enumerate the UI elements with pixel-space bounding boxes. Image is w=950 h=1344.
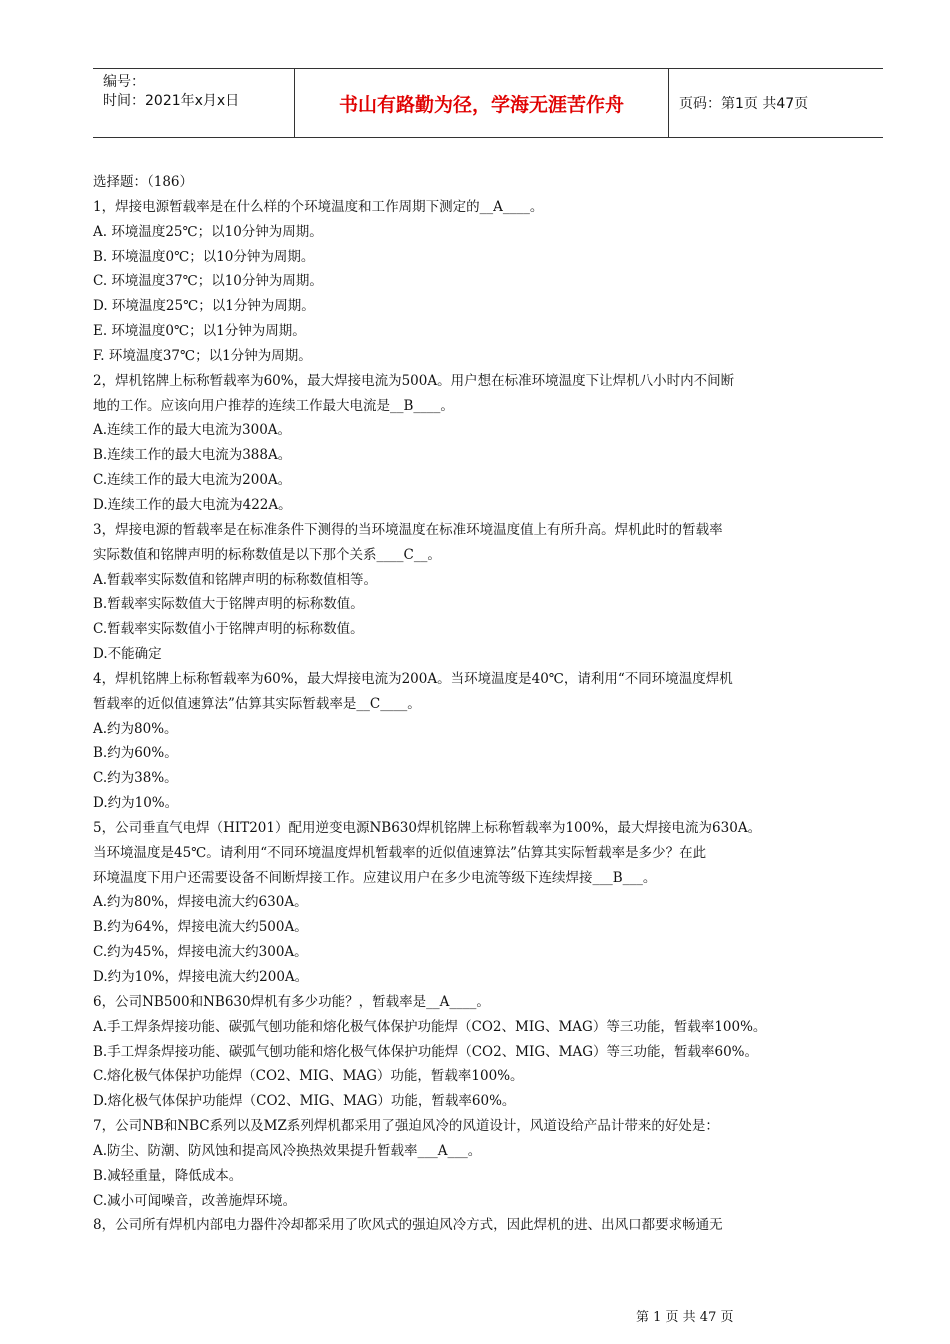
option-line: D.熔化极气体保护功能焊（CO2、MIG、MAG）功能，暂载率60%。 <box>93 1093 516 1110</box>
question-2: 2，焊机铭牌上标称暂载率为60%，最大焊接电流为500A。用户想在标准环境温度下让焊机八小时内不间断 <box>93 372 735 389</box>
option-line: E. 环境温度0℃；以1分钟为周期。 <box>93 323 306 340</box>
document-body <box>93 170 893 1238</box>
option-line: C.暂载率实际数值小于铭牌声明的标称数值。 <box>93 621 364 638</box>
question-2-cont: 地的工作。应该向用户推荐的连续工作最大电流是__B____。 <box>93 397 454 414</box>
option-line: A.约为80%，焊接电流大约630A。 <box>93 894 308 911</box>
header-page-info: 页码：第1页 共47页 <box>679 96 809 112</box>
option-line: F. 环境温度37℃；以1分钟为周期。 <box>93 347 312 364</box>
option-line: A.暂载率实际数值和铭牌声明的标称数值相等。 <box>93 571 378 588</box>
question-3: 3，焊接电源的暂载率是在标准条件下测得的当环境温度在标准环境温度值上有所升高。焊机此时的暂载率 <box>93 521 723 538</box>
document-number-label: 编号： <box>103 74 145 90</box>
question-1: 1，焊接电源暂载率是在什么样的个环境温度和工作周期下测定的__A____。 <box>93 198 544 215</box>
option-line: C.连续工作的最大电流为200A。 <box>93 472 292 489</box>
option-line: B.暂载率实际数值大于铭牌声明的标称数值。 <box>93 596 364 613</box>
question-5-cont: 环境温度下用户还需要设备不间断焊接工作。应建议用户在多少电流等级下连续焊接___B___。 <box>93 869 657 886</box>
option-line: A.手工焊条焊接功能、碳弧气刨功能和熔化极气体保护功能焊（CO2、MIG、MAG）等三功能，暂载率100%。 <box>93 1018 767 1035</box>
question-4: 4，焊机铭牌上标称暂载率为60%，最大焊接电流为200A。当环境温度是40℃，请利用“不同环境温度焊机 <box>93 670 733 687</box>
page-footer: 第 1 页 共 47 页 <box>636 1310 734 1325</box>
option-line: A.防尘、防潮、防风蚀和提高风冷换热效果提升暂载率___A___。 <box>93 1142 482 1159</box>
option-line: C.约为38%。 <box>93 770 178 787</box>
option-line: C. 环境温度37℃；以10分钟为周期。 <box>93 273 323 290</box>
option-line: D.不能确定 <box>93 646 162 663</box>
question-3-cont: 实际数值和铭牌声明的标称数值是以下那个关系____C__。 <box>93 546 441 563</box>
option-line: D.约为10%，焊接电流大约200A。 <box>93 969 309 985</box>
header-meta-cell <box>93 69 295 137</box>
question-5-cont: 当环境温度是45℃。请利用“不同环境温度焊机暂载率的近似值速算法”估算其实际暂载率是多少？在此 <box>93 844 707 861</box>
option-line: B.约为64%，焊接电流大约500A。 <box>93 919 308 936</box>
option-line: B.连续工作的最大电流为388A。 <box>93 447 292 464</box>
option-line: C.熔化极气体保护功能焊（CO2、MIG、MAG）功能，暂载率100%。 <box>93 1068 524 1085</box>
option-line: B.手工焊条焊接功能、碳弧气刨功能和熔化极气体保护功能焊（CO2、MIG、MAG）等三功能，暂载率60%。 <box>93 1043 758 1060</box>
question-5: 5，公司垂直气电焊（HIT201）配用逆变电源NB630焊机铭牌上标称暂载率为100%，最大焊接电流为630A。 <box>93 819 762 836</box>
section-title: 选择题：（186） <box>93 174 194 190</box>
option-line: C.减小可闻噪音，改善施焊环境。 <box>93 1192 297 1209</box>
question-4-cont: 暂载率的近似值速算法”估算其实际暂载率是__C____。 <box>93 695 421 712</box>
option-line: B.约为60%。 <box>93 745 178 762</box>
option-line: D.约为10%。 <box>93 795 179 812</box>
option-line: D. 环境温度25℃；以1分钟为周期。 <box>93 298 315 315</box>
option-line: A.约为80%。 <box>93 720 178 737</box>
document-time-label: 时间：2021年x月x日 <box>103 93 240 109</box>
option-line: D.连续工作的最大电流为422A。 <box>93 496 292 513</box>
option-line: A.连续工作的最大电流为300A。 <box>93 422 292 439</box>
question-7: 7，公司NB和NBC系列以及MZ系列焊机都采用了强迫风冷的风道设计，风道设给产品计带来的好处是： <box>93 1118 719 1135</box>
option-line: B. 环境温度0℃；以10分钟为周期。 <box>93 248 315 265</box>
page-header <box>93 68 883 138</box>
question-8: 8，公司所有焊机内部电力器件冷却都采用了吹风式的强迫风冷方式，因此焊机的进、出风口都要求畅通无 <box>93 1217 723 1234</box>
header-motto: 书山有路勤为径，学海无涯苦作舟 <box>295 69 669 137</box>
option-line: A. 环境温度25℃；以10分钟为周期。 <box>93 223 323 240</box>
question-6: 6，公司NB500和NB630焊机有多少功能？，暂载率是__A____。 <box>93 993 490 1010</box>
option-line: B.减轻重量，降低成本。 <box>93 1167 243 1184</box>
option-line: C.约为45%，焊接电流大约300A。 <box>93 944 308 961</box>
